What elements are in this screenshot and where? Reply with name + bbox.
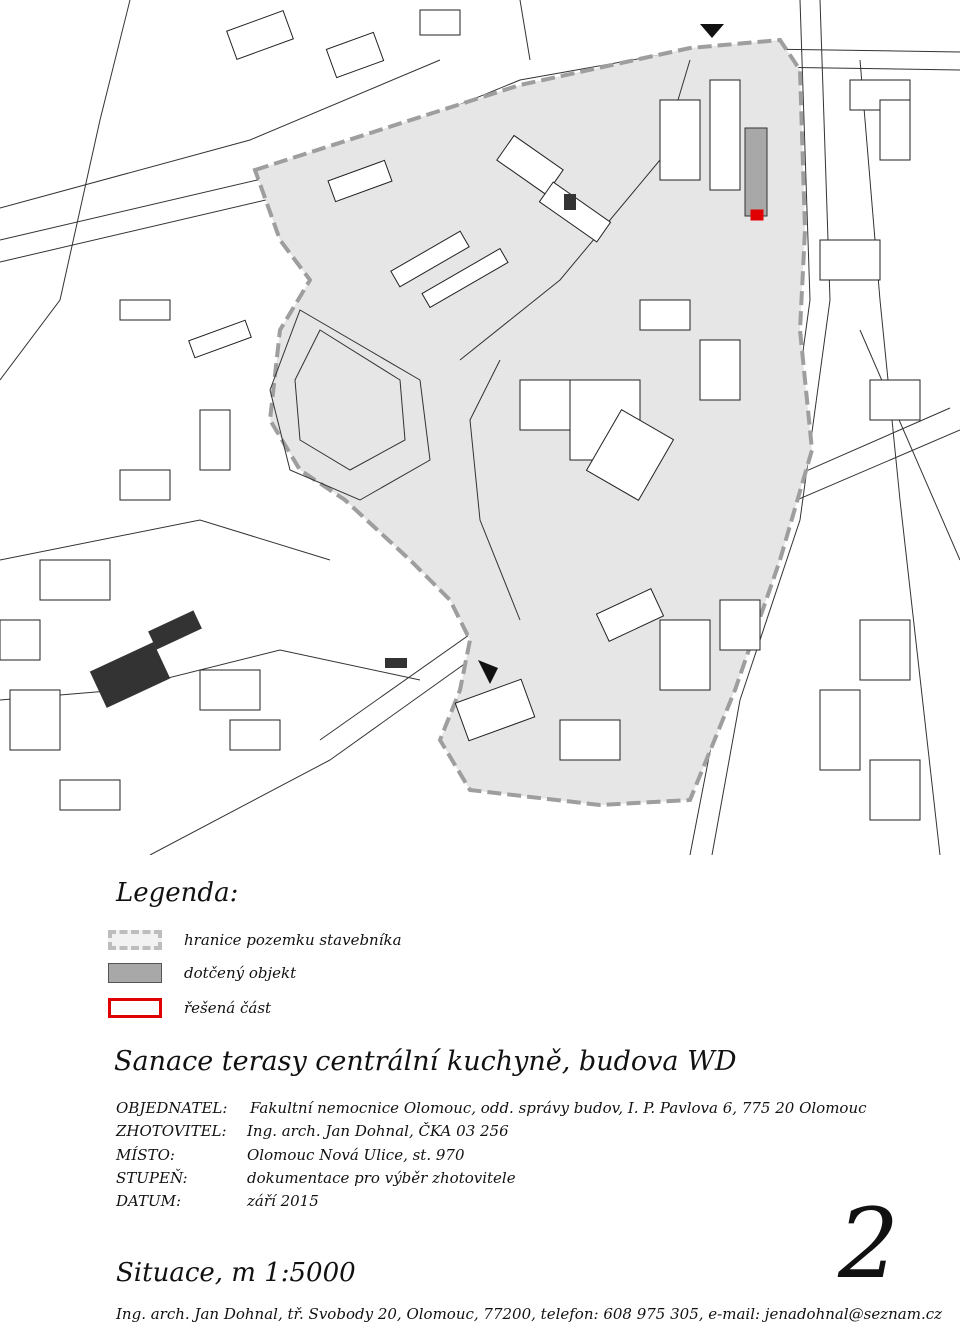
footer-contact: Ing. arch. Jan Dohnal, tř. Svobody 20, Olomouc, 77200, telefon: 608 975 305, e-mail: jenadohnal@seznam.cz bbox=[116, 1305, 943, 1323]
legend-label: hranice pozemku stavebníka bbox=[184, 931, 402, 949]
boundary-swatch bbox=[108, 930, 162, 950]
part-swatch bbox=[108, 998, 162, 1018]
solved-part-marker bbox=[751, 210, 763, 220]
info-key: OBJEDNATEL: bbox=[116, 1099, 228, 1117]
info-key: STUPEŇ: bbox=[116, 1169, 188, 1187]
affected-building-wd bbox=[745, 128, 767, 216]
info-key: ZHOTOVITEL: bbox=[116, 1122, 227, 1140]
legend-label: řešená část bbox=[184, 999, 272, 1017]
info-key: DATUM: bbox=[116, 1192, 182, 1210]
info-value: Ing. arch. Jan Dohnal, ČKA 03 256 bbox=[247, 1122, 509, 1140]
project-title: Sanace terasy centrální kuchyně, budova WD bbox=[114, 1046, 737, 1077]
legend-title: Legenda: bbox=[116, 878, 239, 908]
object-swatch bbox=[108, 963, 162, 983]
info-value: Olomouc Nová Ulice, st. 970 bbox=[247, 1146, 465, 1164]
sheet-title: Situace, m 1:5000 bbox=[116, 1258, 356, 1288]
legend-label: dotčený objekt bbox=[184, 964, 297, 982]
info-value: dokumentace pro výběr zhotovitele bbox=[247, 1169, 516, 1187]
info-value: Fakultní nemocnice Olomouc, odd. správy budov, I. P. Pavlova 6, 775 20 Olomouc bbox=[250, 1099, 867, 1117]
info-value: září 2015 bbox=[247, 1192, 319, 1210]
sheet-number: 2 bbox=[838, 1188, 900, 1300]
access-arrow-north bbox=[700, 24, 724, 38]
info-key: MÍSTO: bbox=[116, 1146, 175, 1164]
